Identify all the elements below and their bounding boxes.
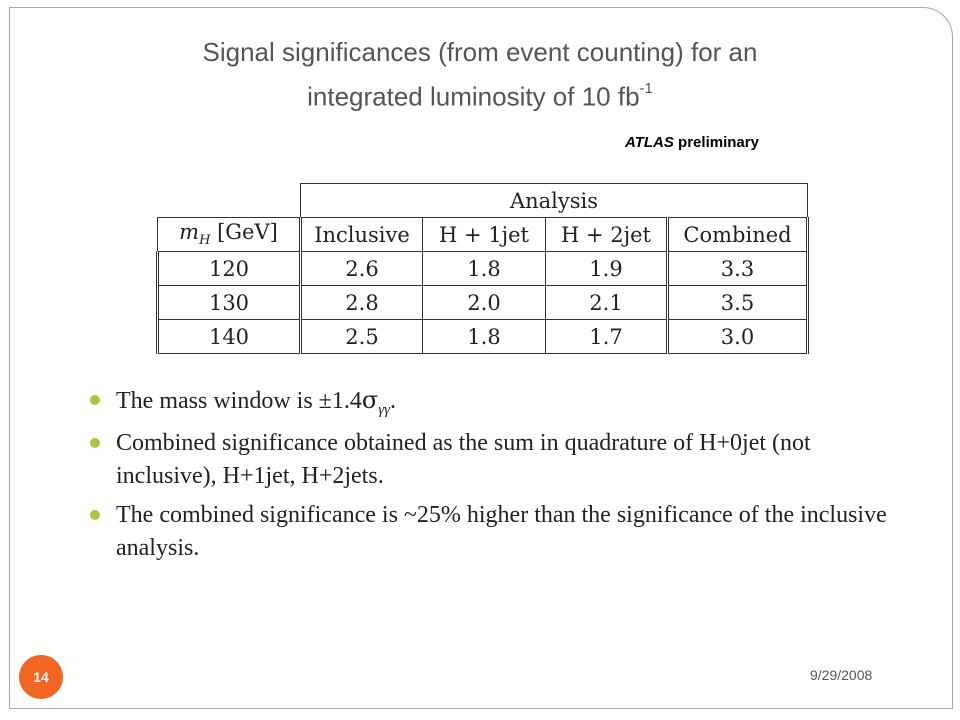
table-cell: 3.5 (668, 286, 808, 320)
mass-symbol: m (179, 220, 200, 245)
bullet-2-text: Combined significance obtained as the sum in quadrature of H+0jet (not inclusive), H+1jet, H+2jets. (116, 430, 811, 489)
bullet-mass-window (90, 384, 910, 421)
col-inclusive-header: Inclusive (301, 218, 423, 252)
bullet-dot-icon (90, 395, 100, 405)
analysis-header: Analysis (301, 184, 808, 218)
mass-unit: [GeV] (210, 220, 278, 245)
table-header-row (158, 218, 808, 252)
preliminary-word: preliminary (673, 134, 759, 151)
bullet-combined-gain (90, 499, 910, 565)
table-cell: 3.3 (668, 252, 808, 286)
table-cell: 3.0 (668, 320, 808, 354)
bullet-dot-icon (90, 438, 100, 448)
table-cell: 2.1 (546, 286, 668, 320)
bullet-dot-icon (90, 510, 100, 520)
table-cell: 1.8 (423, 320, 546, 354)
col-combined-header: Combined (668, 218, 808, 252)
bullet-combined-method (90, 427, 910, 493)
sigma-subscript: γγ (378, 402, 391, 418)
table-cell: 2.5 (301, 320, 423, 354)
bullet-1-text: The mass window is ±1.4 (116, 388, 362, 414)
table-cell: 120 (158, 252, 301, 286)
table-cell: 1.7 (546, 320, 668, 354)
table-cell: 2.6 (301, 252, 423, 286)
table-row (158, 286, 808, 320)
table-cell: 140 (158, 320, 301, 354)
bullet-list (90, 384, 910, 571)
sigma-symbol: σ (361, 386, 379, 414)
slide-title (60, 33, 900, 117)
bullet-3-text: The combined significance is ~25% higher than the significance of the inclusive analysis. (116, 502, 887, 561)
table-cell: 1.9 (546, 252, 668, 286)
table-group-header-row (158, 184, 808, 218)
page-number-badge: 14 (19, 655, 63, 699)
table-cell: 130 (158, 286, 301, 320)
mass-header (158, 218, 301, 252)
significance-table (156, 183, 809, 354)
title-line-2-text: integrated luminosity of 10 fb (307, 81, 640, 112)
table-row (158, 252, 808, 286)
table-cell: 2.0 (423, 286, 546, 320)
mass-subscript: H (199, 233, 211, 249)
table-cell: 2.8 (301, 286, 423, 320)
slide-date: 9/29/2008 (810, 667, 873, 683)
title-line-2 (60, 72, 900, 117)
title-line-1: Signal significances (from event counting) for an (202, 37, 758, 67)
table-row (158, 320, 808, 354)
bullet-1-end: . (390, 388, 397, 414)
col-h2jet-header: H + 2jet (546, 218, 668, 252)
atlas-preliminary-label (625, 134, 759, 151)
title-superscript: -1 (639, 80, 653, 97)
col-h1jet-header: H + 1jet (423, 218, 546, 252)
atlas-word: ATLAS (625, 134, 674, 151)
table-cell: 1.8 (423, 252, 546, 286)
